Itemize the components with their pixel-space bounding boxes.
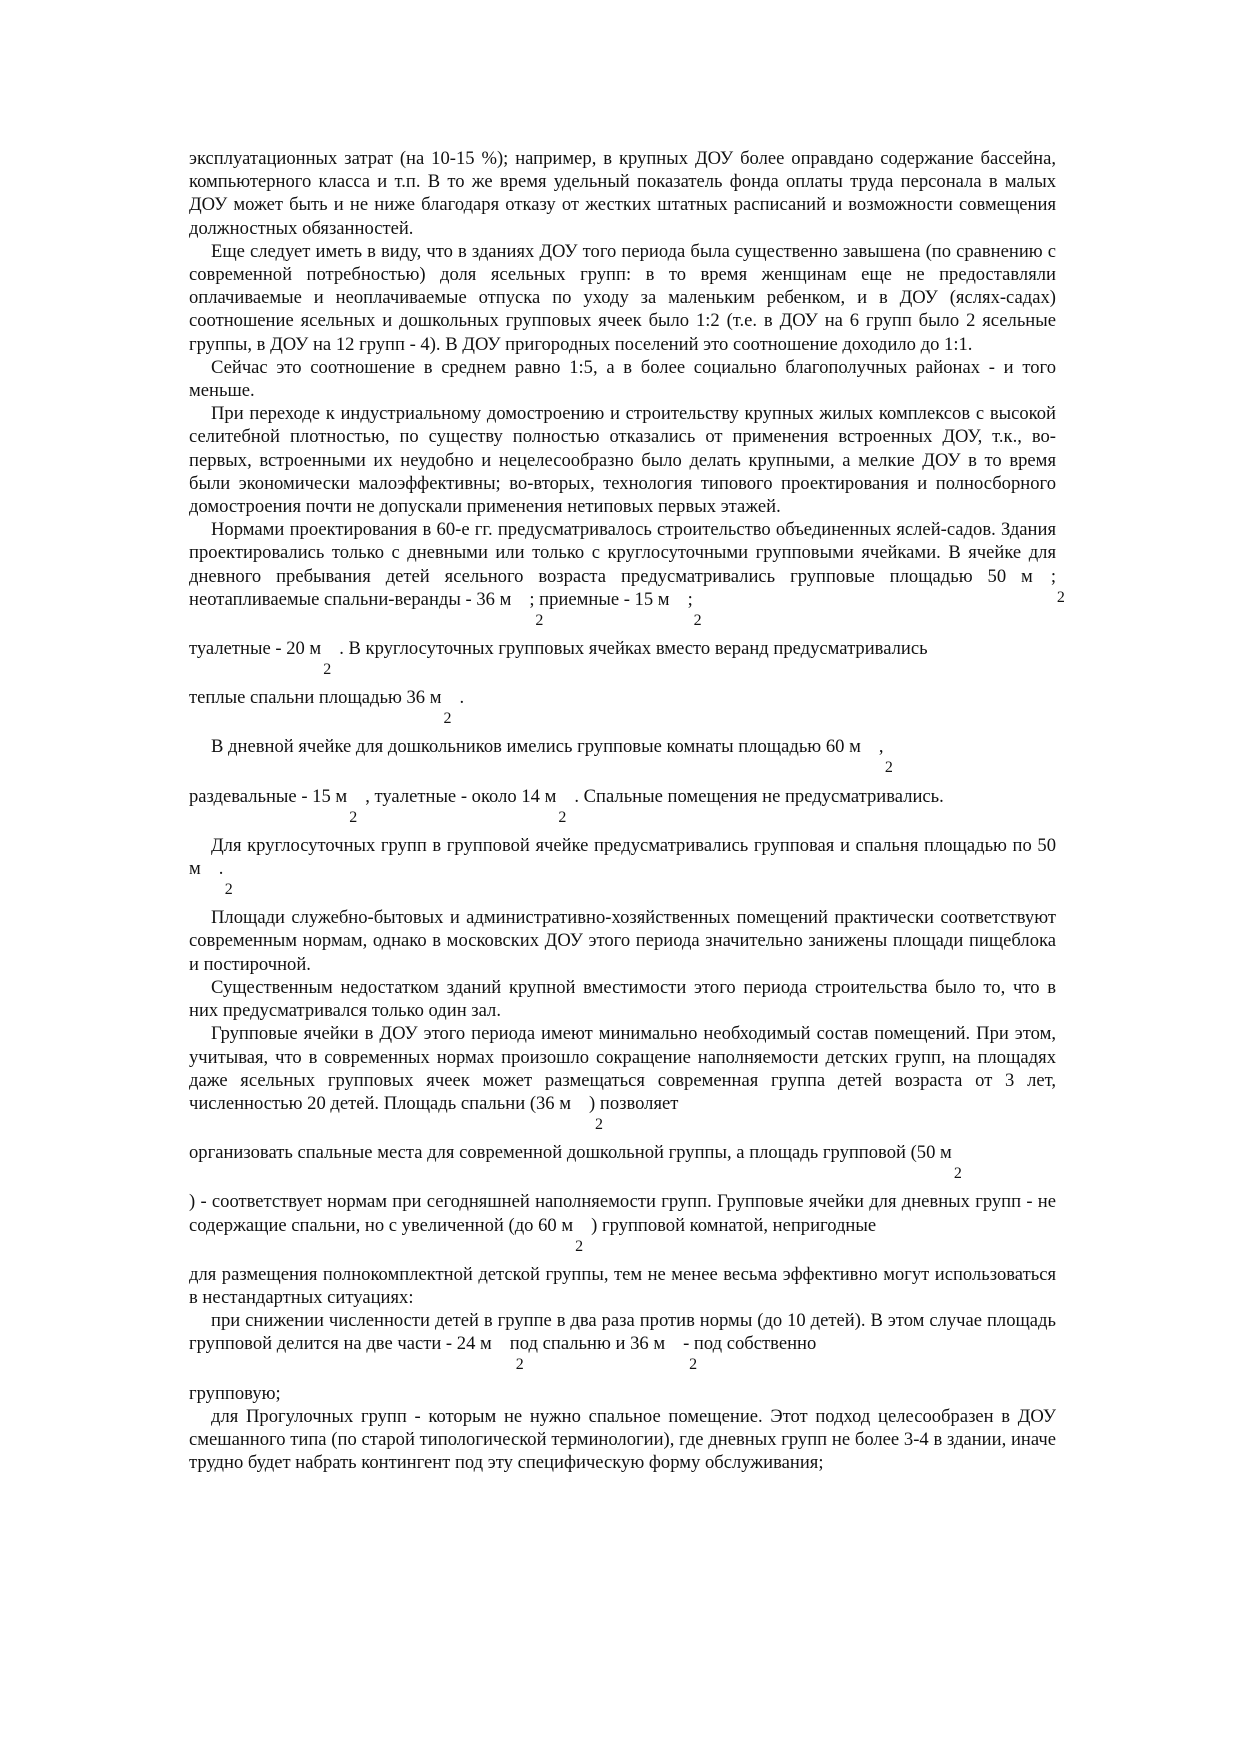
text-fragment: ) - соответствует нормам при сегодняшней наполняемости групп. Групповые ячейки для дневных групп - не содержащие спальни, но с увеличенной (до 60 м: [189, 1191, 1056, 1236]
paragraph-60s-norms-bedrooms: [189, 686, 1056, 735]
text-fragment: Групповые ячейки в ДОУ этого периода имеют минимально необходимый состав помещений. При этом, учитывая, что в современных нормах произошло сокращение наполняемости детских групп, на площадях даже ясельных групповых ячеек может размещаться современная группа детей возраста от 3 лет, численностью 20 детей. Площадь спальни (36 м: [189, 1023, 1056, 1114]
paragraph-60s-norms: [189, 518, 1065, 637]
text-fragment: . Спальные помещения не предусматривались.: [574, 785, 944, 807]
square-meter-exponent: 2: [595, 1115, 604, 1133]
text-fragment: ; приемные - 15 м: [529, 588, 670, 610]
text-fragment: теплые спальни площадью 36 м: [189, 687, 442, 709]
paragraph-current-ratio: Сейчас это соотношение в среднем равно 1:5, а в более социально благополучных районах - и того меньше.: [189, 356, 1056, 402]
paragraph-group-cells: [189, 1022, 1056, 1141]
paragraph-service-rooms: Площади служебно-бытовых и административно-хозяйственных помещений практически соответствуют современным нормам, однако в московских ДОУ этого периода значительно занижены площади пищеблока и постирочной.: [189, 907, 1056, 975]
text-fragment: при снижении численности детей в группе в два раза против нормы (до 10 детей). В этом случае площадь групповой делится на две части - 24 м: [189, 1310, 1056, 1355]
square-meter-exponent: 2: [1056, 588, 1065, 606]
square-meter-exponent: 2: [535, 611, 544, 629]
paragraph-walking-groups: для Прогулочных групп - которым не нужно спальное помещение. Этот подход целесообразен в ДОУ смешанного типа (по старой типологической терминологии), где дневных групп не более 3-4 в здании, иначе трудно будет набрать контингент под эту специфическую форму обслуживания;: [189, 1405, 1056, 1474]
paragraph-round-clock-groups: [189, 834, 1056, 906]
square-meter-exponent: 2: [349, 808, 358, 826]
square-meter-exponent: 2: [953, 1165, 962, 1183]
text-fragment: Нормами проектирования в 60-е гг. предусматривалось строительство объединенных яслей-садов. Здания проектировались только с дневными или только с круглосуточными групповыми ячейками. В ячейке для дневного пребывания детей ясельного возраста предусматривались групповые площадью 50 м: [189, 519, 1056, 587]
paragraph-day-cell-rooms: [189, 785, 1056, 834]
paragraph-halved-group: [189, 1309, 1056, 1381]
square-meter-exponent: 2: [575, 1237, 584, 1255]
paragraph-group-cells-norms: [189, 1190, 1056, 1262]
text-fragment: туалетные - 20 м: [189, 638, 322, 660]
paragraph-operating-costs: эксплуатационных затрат (на 10-15 %); например, в крупных ДОУ более оправдано содержание бассейна, компьютерного класса и т.п. В то же время удельный показатель фонда оплаты труда персонала в малых ДОУ может быть и не ниже благодаря отказу от жестких штатных расписаний и возможности совмещения должностных обязанностей.: [189, 148, 1056, 239]
square-meter-exponent: 2: [443, 710, 452, 728]
text-fragment: . В круглосуточных групповых ячейках вместо веранд предусматривались: [339, 638, 928, 660]
paragraph-industrial-construction: При переходе к индустриальному домостроению и строительству крупных жилых комплексов с высокой селитебной плотностью, по существу полностью отказались от применения встроенных ДОУ, т.к., во-первых, встроенными их неудобно и нецелесообразно было делать крупными, а мелкие ДОУ в то время были экономически малоэффективны; во-вторых, технология типового проектирования и полносборного домостроения почти не допускали применения нетиповых первых этажей.: [189, 403, 1056, 518]
square-meter-exponent: 2: [224, 881, 233, 899]
square-meter-exponent: 2: [558, 808, 567, 826]
text-fragment: .: [459, 687, 465, 709]
text-fragment: ; неотапливаемые спальни-веранды - 36 м: [189, 565, 1056, 610]
text-fragment: ;: [687, 588, 693, 610]
text-fragment: под спальню и 36 м: [509, 1333, 666, 1355]
square-meter-exponent: 2: [689, 1356, 698, 1374]
paragraph-nursery-share: Еще следует иметь в виду, что в зданиях ДОУ того периода была существенно завышена (по сравнению с современной потребностью) доля ясельных групп: в то время женщинам еще не предоставляли оплачиваемые и неоплачиваемые отпуска по уходу за маленьким ребенком, и в ДОУ (яслях-садах) соотношение ясельных и дошкольных групповых ячеек было 1:2 (т.е. в ДОУ на 6 групп было 2 ясельные группы, в ДОУ на 12 групп - 4). В ДОУ пригородных поселений это соотношение доходило до 1:1.: [189, 240, 1056, 355]
square-meter-exponent: 2: [884, 759, 893, 777]
text-fragment: .: [218, 858, 224, 880]
paragraph-single-hall: Существенным недостатком зданий крупной вместимости этого периода строительства было то, что в них предусматривался только один зал.: [189, 976, 1056, 1022]
text-fragment: ,: [878, 736, 884, 758]
text-fragment: В дневной ячейке для дошкольников имелись групповые комнаты площадью 60 м: [211, 736, 861, 758]
text-fragment: ) групповой комнатой, непригодные: [591, 1214, 877, 1236]
paragraph-group-cells-usage: для размещения полнокомплектной детской группы, тем не менее весьма эффективно могут использоваться в нестандартных ситуациях:: [189, 1263, 1056, 1308]
square-meter-exponent: 2: [515, 1356, 524, 1374]
text-fragment: организовать спальные места для современной дошкольной группы, а площадь групповой (50 м: [189, 1142, 952, 1164]
text-fragment: - под собственно: [683, 1333, 817, 1355]
paragraph-day-cell: [189, 735, 1056, 784]
paragraph-60s-norms-toilets: [189, 637, 1056, 686]
text-fragment: , туалетные - около 14 м: [365, 785, 557, 807]
square-meter-exponent: 2: [323, 661, 332, 679]
text-fragment: раздевальные - 15 м: [189, 785, 348, 807]
text-fragment: ) позволяет: [589, 1092, 679, 1114]
square-meter-exponent: 2: [693, 611, 702, 629]
paragraph-group-cells-cont: [189, 1141, 1056, 1190]
paragraph-halved-group-end: групповую;: [189, 1382, 281, 1404]
text-fragment: Для круглосуточных групп в групповой ячейке предусматривались групповая и спальня площадью по 50 м: [189, 834, 1056, 880]
